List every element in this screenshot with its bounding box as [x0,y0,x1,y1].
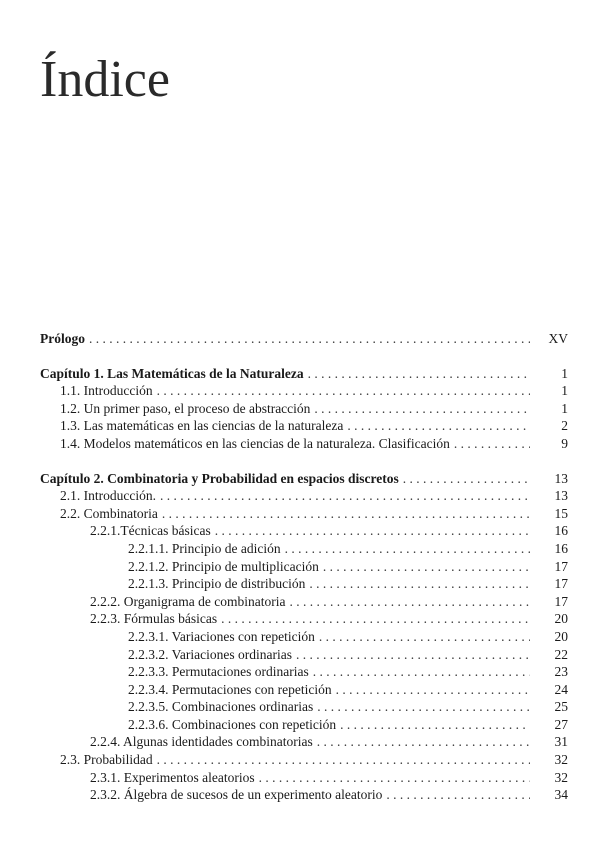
toc-entry [40,540,568,558]
toc-entry-page: 27 [554,716,568,732]
toc-entry-label: 2.2.1.3. Principio de distribución [128,576,306,592]
toc-entry [40,786,568,804]
toc-entry-label: 2.3. Probabilidad [60,752,153,768]
toc-entry-label: 1.2. Un primer paso, el proceso de abstracción [60,400,311,416]
toc-entry [40,505,568,523]
toc-entry [40,733,568,751]
toc-entry-page: 2 [561,418,568,434]
toc-entry-label: 2.2.3.3. Permutaciones ordinarias [128,664,309,680]
toc-entry-label: 2.2.3.5. Combinaciones ordinarias [128,699,314,715]
toc-entry-label: 2.2.3. Fórmulas básicas [90,611,218,627]
dot-leader [347,417,530,435]
toc-entry-page: 16 [554,523,568,539]
dot-leader [314,400,530,418]
dot-leader [89,330,530,348]
toc-entry-label: 2.1. Introducción. [60,488,156,504]
toc-entry-label: 2.2. Combinatoria [60,505,158,521]
dot-leader [340,716,530,734]
dot-leader [317,698,530,716]
toc-entry-page: 32 [554,752,568,768]
dot-leader [317,733,530,751]
toc-entry [40,769,568,787]
toc-entry [40,487,568,505]
toc-entry-page: 17 [554,576,568,592]
toc-entry-label: 2.2.1.2. Principio de multiplicación [128,558,319,574]
dot-leader [259,769,530,787]
toc-entry [40,522,568,540]
dot-leader [336,681,530,699]
toc-entry-page: 25 [554,699,568,715]
toc-entry [40,400,568,418]
dot-leader [313,663,530,681]
toc-entry [40,628,568,646]
dot-leader [309,575,530,593]
toc-entry [40,382,568,400]
toc-entry-label: Capítulo 2. Combinatoria y Probabilidad en espacios discretos [40,470,399,486]
dot-leader [215,522,530,540]
toc-entry [40,558,568,576]
toc-entry-label: 2.2.3.1. Variaciones con repetición [128,628,315,644]
toc-entry-page: 17 [554,558,568,574]
toc-entry [40,365,568,383]
toc-entry-page: 1 [561,400,568,416]
toc-entry-label: 2.2.1.Técnicas básicas [90,523,211,539]
toc-entry-label: 2.2.2. Organigrama de combinatoria [90,593,286,609]
toc-entry-page: 16 [554,540,568,556]
dot-leader [289,593,530,611]
toc-entry-page: 34 [554,787,568,803]
toc-entry [40,698,568,716]
toc-entry-page: 1 [561,365,568,381]
toc-entry-page: 17 [554,593,568,609]
toc-entry-page: 20 [554,611,568,627]
toc-entry-label: Capítulo 1. Las Matemáticas de la Naturaleza [40,365,304,381]
toc-entry-page: 24 [554,681,568,697]
toc-entry-label: 2.2.3.4. Permutaciones con repetición [128,681,332,697]
toc-entry [40,593,568,611]
dot-leader [454,435,530,453]
toc-entry-label: 2.2.3.6. Combinaciones con repetición [128,716,337,732]
toc-entry-page: 23 [554,664,568,680]
toc-entry-page: 32 [554,769,568,785]
toc-entry-label: 2.2.4. Algunas identidades combinatorias [90,734,313,750]
dot-leader [157,382,530,400]
toc-entry [40,646,568,664]
toc-entry [40,417,568,435]
dot-leader [319,628,530,646]
toc-entry-label: 1.4. Modelos matemáticos en las ciencias de la naturaleza. Clasificación [60,435,450,451]
toc-entry-page: 31 [554,734,568,750]
toc-entry [40,575,568,593]
toc-entry [40,610,568,628]
dot-leader [296,646,530,664]
toc-entry-label: 2.2.1.1. Principio de adición [128,540,281,556]
dot-leader [162,505,530,523]
dot-leader [221,610,530,628]
table-of-contents [40,330,568,804]
toc-entry [40,470,568,488]
toc-entry-label: 1.3. Las matemáticas en las ciencias de la naturaleza [60,418,344,434]
toc-entry [40,435,568,453]
toc-entry-page: 1 [561,383,568,399]
toc-entry [40,681,568,699]
toc-entry [40,663,568,681]
toc-entry-page: 9 [561,435,568,451]
page-title: Índice [40,51,170,108]
dot-leader [308,365,530,383]
toc-entry-label: 1.1. Introducción [60,383,153,399]
toc-entry-label: 2.3.1. Experimentos aleatorios [90,769,255,785]
dot-leader [403,470,530,488]
toc-entry [40,330,568,348]
toc-entry-label: 2.2.3.2. Variaciones ordinarias [128,646,292,662]
dot-leader [386,786,530,804]
dot-leader [323,558,530,576]
toc-entry [40,716,568,734]
toc-entry-page: 15 [554,505,568,521]
toc-entry [40,751,568,769]
dot-leader [157,751,530,769]
toc-entry-page: 13 [554,488,568,504]
toc-entry-page: 20 [554,628,568,644]
dot-leader [285,540,530,558]
toc-entry-page: 13 [554,470,568,486]
dot-leader [160,487,530,505]
toc-entry-page: XV [548,331,568,346]
toc-entry-label: 2.3.2. Álgebra de sucesos de un experimento aleatorio [90,787,383,803]
toc-entry-page: 22 [554,646,568,662]
toc-entry-label: Prólogo [40,331,85,346]
